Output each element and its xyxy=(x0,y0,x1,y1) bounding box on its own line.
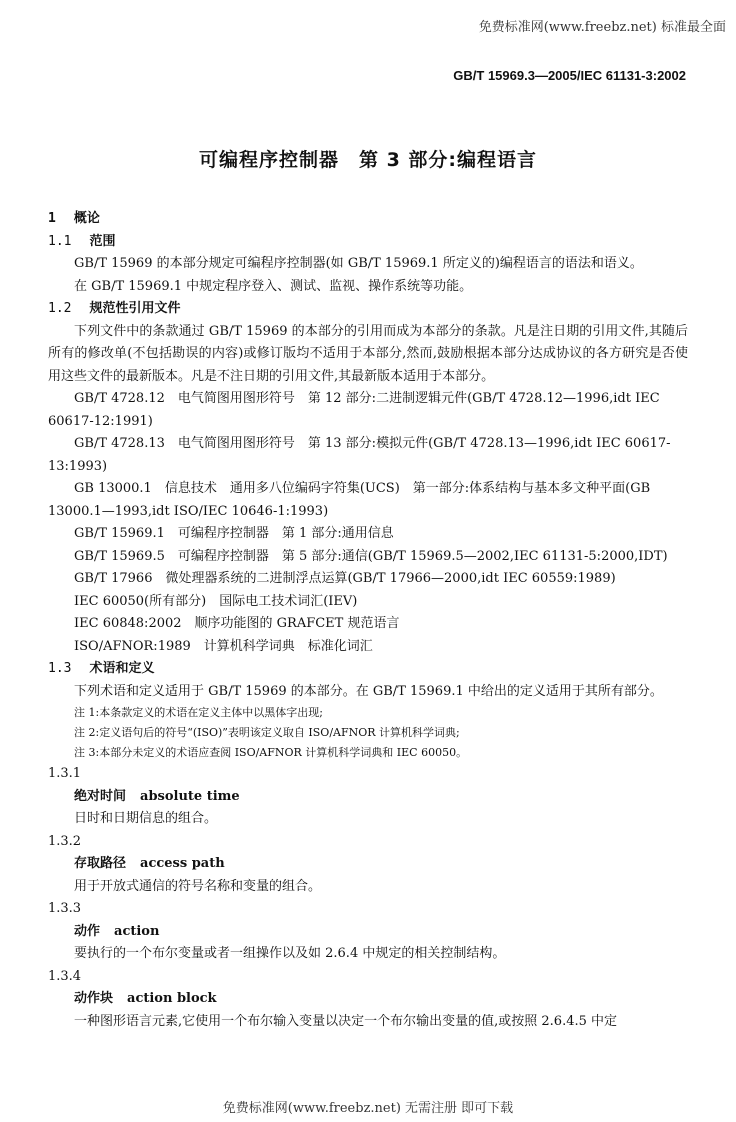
term-entry xyxy=(48,988,688,1011)
term-number: 1.3.4 xyxy=(48,968,82,984)
reference-item: GB/T 4728.12 电气简图用图形符号 第 12 部分:二进制逻辑元件(GB/T 4728.12—1996,idt IEC 60617-12:1991) xyxy=(48,391,660,429)
reference-item: IEC 60050(所有部分) 国际电工技术词汇(IEV) xyxy=(74,593,358,609)
page-title: 可编程序控制器 第 3 部分:编程语言 xyxy=(198,149,538,171)
subsection-number: 1.3 xyxy=(48,661,72,676)
reference-item: GB/T 17966 微处理器系统的二进制浮点运算(GB/T 17966—2000,idt IEC 60559:1989) xyxy=(74,571,616,586)
section-number: 1 xyxy=(48,211,56,226)
term-definition: 要执行的一个布尔变量或者一组操作以及如 2.6.4 中规定的相关控制结构。 xyxy=(74,946,506,961)
note: 注 2:定义语句后的符号“(ISO)”表明该定义取自 ISO/AFNOR 计算机科学词典; xyxy=(74,726,460,739)
subsection-title: 术语和定义 xyxy=(89,661,155,676)
term-definition: 用于开放式通信的符号名称和变量的组合。 xyxy=(74,878,322,894)
term-zh: 存取路径 xyxy=(74,856,127,871)
term-en: action xyxy=(114,923,160,939)
subsection-number: 1.1 xyxy=(48,233,72,249)
section-title: 概论 xyxy=(73,211,100,226)
paragraph: 下列文件中的条款通过 GB/T 15969 的本部分的引用而成为本部分的条款。凡是注日期的引用文件,其随后所有的修改单(不包括勘误的内容)或修订版均不适用于本部分,然而,鼓励根据本部分达成协议的各方研究是否使用这些文件的最新版本。凡是不注日期的引用文件,其最新版本适用于本部分。 xyxy=(48,323,688,384)
standard-number: GB/T 15969.3—2005/IEC 61131-3:2002 xyxy=(453,68,686,83)
watermark-bottom: 免费标准网(www.freebz.net) 无需注册 即可下载 xyxy=(222,1101,514,1116)
term-en: absolute time xyxy=(140,788,240,804)
term-en: action block xyxy=(127,991,217,1006)
paragraph: 在 GB/T 15969.1 中规定程序登入、测试、监视、操作系统等功能。 xyxy=(74,278,473,294)
note: 注 3:本部分未定义的术语应查阅 ISO/AFNOR 计算机科学词典和 IEC 60050。 xyxy=(74,746,468,759)
watermark-top: 免费标准网(www.freebz.net) 标准最全面 xyxy=(478,20,726,35)
term-entry xyxy=(48,786,688,809)
term-zh: 动作 xyxy=(74,923,101,939)
term-definition: 一种图形语言元素,它使用一个布尔输入变量以决定一个布尔输出变量的值,或按照 2.6.4.5 中定 xyxy=(74,1013,618,1029)
reference-item: GB/T 15969.5 可编程序控制器 第 5 部分:通信(GB/T 15969.5—2002,IEC 61131-5:2000,IDT) xyxy=(74,548,668,564)
subsection-title: 规范性引用文件 xyxy=(89,301,181,316)
subsection-title: 范围 xyxy=(89,233,116,249)
subsection-heading xyxy=(48,231,688,254)
reference-item: GB 13000.1 信息技术 通用多八位编码字符集(UCS) 第一部分:体系结构与基本多文种平面(GB 13000.1—1993,idt ISO/IEC 10646-1:1993) xyxy=(48,481,651,519)
paragraph: 下列术语和定义适用于 GB/T 15969 的本部分。在 GB/T 15969.1 中给出的定义适用于其所有部分。 xyxy=(74,683,663,699)
term-entry xyxy=(48,921,688,944)
note: 注 1:本条款定义的术语在定义主体中以黑体字出现; xyxy=(74,706,323,719)
term-entry xyxy=(48,853,688,876)
term-zh: 动作块 xyxy=(74,991,114,1006)
section-heading xyxy=(48,208,688,231)
term-number: 1.3.1 xyxy=(48,766,82,781)
document-body xyxy=(48,200,688,1033)
term-number: 1.3.2 xyxy=(48,833,82,849)
term-definition: 日时和日期信息的组合。 xyxy=(74,811,218,826)
subsection-number: 1.2 xyxy=(48,301,72,316)
reference-item: IEC 60848:2002 顺序功能图的 GRAFCET 规范语言 xyxy=(74,616,400,631)
term-zh: 绝对时间 xyxy=(74,788,127,804)
subsection-heading xyxy=(48,658,688,681)
reference-item: GB/T 15969.1 可编程序控制器 第 1 部分:通用信息 xyxy=(74,526,394,541)
term-number: 1.3.3 xyxy=(48,901,82,916)
reference-item: GB/T 4728.13 电气简图用图形符号 第 13 部分:模拟元件(GB/T 4728.13—1996,idt IEC 60617-13:1993) xyxy=(48,436,671,474)
term-en: access path xyxy=(140,856,225,871)
reference-item: ISO/AFNOR:1989 计算机科学词典 标准化词汇 xyxy=(74,638,373,654)
paragraph: GB/T 15969 的本部分规定可编程序控制器(如 GB/T 15969.1 所定义的)编程语言的语法和语义。 xyxy=(74,256,643,271)
subsection-heading xyxy=(48,298,688,321)
